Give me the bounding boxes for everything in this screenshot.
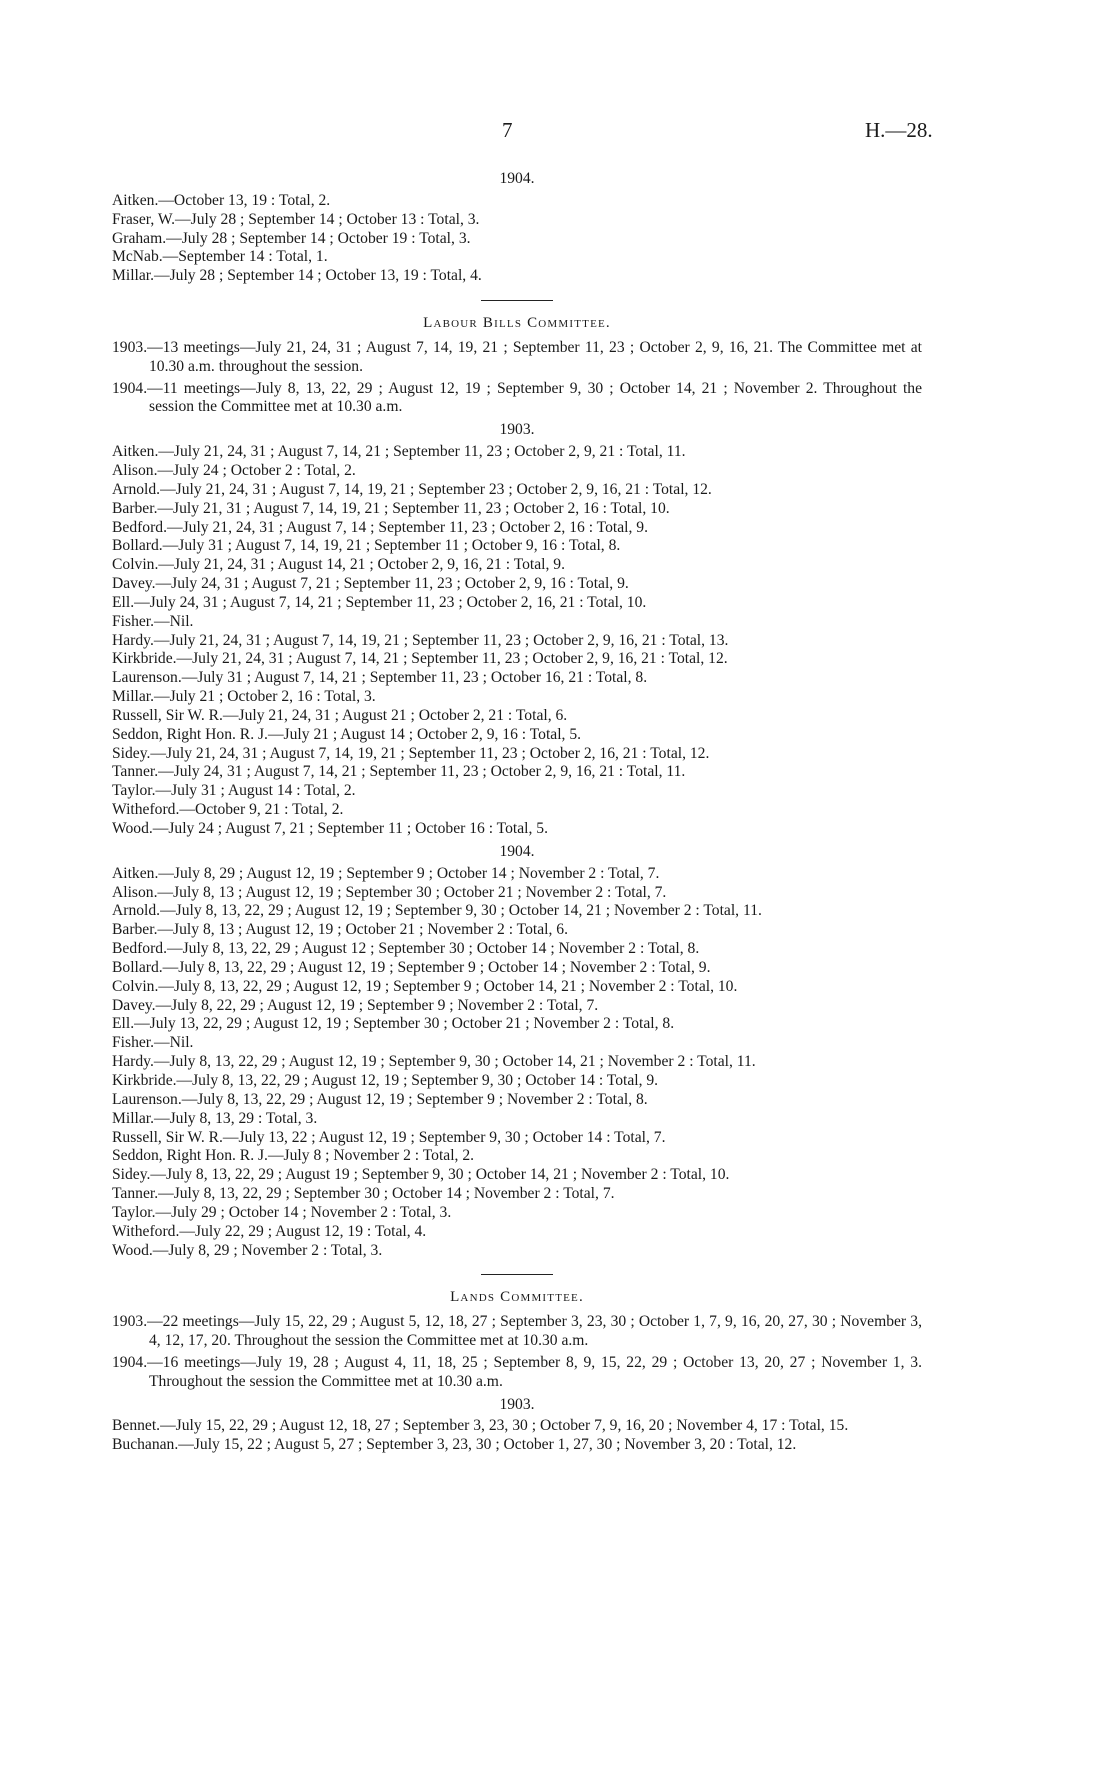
attendance-entry: Bedford.—July 21, 24, 31 ; August 7, 14 ; September 11, 23 ; October 2, 16 : Total, 9.	[112, 518, 648, 536]
attendance-entry: Wood.—July 8, 29 ; November 2 : Total, 3.	[112, 1241, 383, 1259]
attendance-entry: Bollard.—July 31 ; August 7, 14, 19, 21 ; September 11 ; October 9, 16 : Total, 8.	[112, 537, 621, 555]
meetings-summary: 1903.—13 meetings—July 21, 24, 31 ; August 7, 14, 19, 21 ; September 11, 23 ; October 2, 9, 16, 21. The Committee met at 10.30 a.m. throughout the session.	[112, 338, 922, 375]
attendance-entry: Barber.—July 21, 31 ; August 7, 14, 19, 21 ; September 11, 23 ; October 2, 16 : Total, 10.	[112, 499, 670, 517]
attendance-entry: Fisher.—Nil.	[112, 612, 194, 630]
attendance-entry: Sidey.—July 21, 24, 31 ; August 7, 14, 19, 21 ; September 11, 23 ; October 2, 16, 21 : Total, 12.	[112, 744, 710, 762]
attendance-entry: Wood.—July 24 ; August 7, 21 ; September 11 ; October 16 : Total, 5.	[112, 820, 548, 837]
page-reference: H.—28.	[865, 118, 933, 142]
section-title: Lands Committee.	[450, 1289, 584, 1306]
attendance-entry: Fisher.—Nil.	[112, 1034, 194, 1052]
attendance-entry: Seddon, Right Hon. R. J.—July 8 ; November 2 : Total, 2.	[112, 1147, 475, 1165]
attendance-entry: Buchanan.—July 15, 22 ; August 5, 27 ; September 3, 23, 30 ; October 1, 27, 30 ; November 3, 20 : Total, 12.	[112, 1436, 797, 1454]
attendance-entry: Arnold.—July 8, 13, 22, 29 ; August 12, 19 ; September 9, 30 ; October 14, 21 ; November 2 : Total, 11.	[112, 902, 762, 920]
attendance-entry: Aitken.—October 13, 19 : Total, 2.	[112, 191, 331, 209]
attendance-entry: Kirkbride.—July 21, 24, 31 ; August 7, 14, 21 ; September 11, 23 ; October 2, 9, 16, 21 : Total, 12.	[112, 650, 728, 668]
year-heading: 1903.	[499, 1395, 535, 1413]
attendance-entry: Aitken.—July 8, 29 ; August 12, 19 ; September 9 ; October 14 ; November 2 : Total, 7.	[112, 864, 660, 882]
attendance-entry: McNab.—September 14 : Total, 1.	[112, 248, 328, 266]
meetings-summary: 1904.—16 meetings—July 19, 28 ; August 4, 11, 18, 25 ; September 8, 9, 15, 22, 29 ; October 13, 20, 27 ; November 1, 3. Throughout the session the Committee met at 10.30 a.m.	[112, 1353, 922, 1390]
section-divider	[481, 300, 553, 301]
attendance-entry: Colvin.—July 21, 24, 31 ; August 14, 21 ; October 2, 9, 16, 21 : Total, 9.	[112, 556, 566, 574]
meetings-summary: 1903.—22 meetings—July 15, 22, 29 ; August 5, 12, 18, 27 ; September 3, 23, 30 ; October 1, 7, 9, 16, 20, 27, 30 ; November 3, 4, 12, 17, 20. Throughout the session the Committee met at 10.30 a.m.	[112, 1313, 922, 1350]
year-heading: 1903.	[499, 421, 535, 439]
attendance-entry: Taylor.—July 31 ; August 14 : Total, 2.	[112, 782, 356, 800]
attendance-entry: Hardy.—July 21, 24, 31 ; August 7, 14, 19, 21 ; September 11, 23 ; October 2, 9, 16, 21 : Total, 13.	[112, 631, 729, 649]
attendance-list	[112, 865, 922, 1261]
attendance-entry: Colvin.—July 8, 13, 22, 29 ; August 12, 19 ; September 9 ; October 14, 21 ; November 2 : Total, 10.	[112, 977, 738, 995]
attendance-entry: Millar.—July 21 ; October 2, 16 : Total, 3.	[112, 688, 376, 706]
attendance-entry: Millar.—July 8, 13, 29 : Total, 3.	[112, 1109, 318, 1127]
attendance-entry: Hardy.—July 8, 13, 22, 29 ; August 12, 19 ; September 9, 30 ; October 14, 21 ; November 2 : Total, 11.	[112, 1053, 756, 1071]
attendance-entry: Tanner.—July 24, 31 ; August 7, 14, 21 ; September 11, 23 ; October 2, 9, 16, 21 : Total, 11.	[112, 763, 686, 781]
year-heading: 1904.	[499, 842, 535, 860]
attendance-entry: Seddon, Right Hon. R. J.—July 21 ; August 14 ; October 2, 9, 16 : Total, 5.	[112, 725, 582, 743]
attendance-entry: Davey.—July 24, 31 ; August 7, 21 ; September 11, 23 ; October 2, 9, 16 : Total, 9.	[112, 575, 629, 593]
meetings-summary: 1904.—11 meetings—July 8, 13, 22, 29 ; August 12, 19 ; September 9, 30 ; October 14, 21 ; November 2. Throughout the session the Committee met at 10.30 a.m.	[112, 379, 922, 416]
attendance-entry: Millar.—July 28 ; September 14 ; October 13, 19 : Total, 4.	[112, 267, 482, 285]
year-heading: 1904.	[499, 170, 535, 187]
attendance-entry: Graham.—July 28 ; September 14 ; October 19 : Total, 3.	[112, 229, 471, 247]
attendance-entry: Alison.—July 24 ; October 2 : Total, 2.	[112, 461, 356, 479]
attendance-entry: Bennet.—July 15, 22, 29 ; August 12, 18, 27 ; September 3, 23, 30 ; October 7, 9, 16, 20 ; November 4, 17 : Total, 15.	[112, 1417, 849, 1435]
attendance-entry: Laurenson.—July 31 ; August 7, 14, 21 ; September 11, 23 ; October 16, 21 : Total, 8.	[112, 669, 648, 687]
document-body	[112, 166, 922, 1455]
attendance-list	[112, 1417, 922, 1455]
attendance-entry: Sidey.—July 8, 13, 22, 29 ; August 19 ; September 9, 30 ; October 14, 21 ; November 2 : Total, 10.	[112, 1166, 730, 1184]
attendance-entry: Arnold.—July 21, 24, 31 ; August 7, 14, 19, 21 ; September 23 ; October 2, 9, 16, 21 : Total, 12.	[112, 480, 712, 498]
attendance-entry: Aitken.—July 21, 24, 31 ; August 7, 14, 21 ; September 11, 23 ; October 2, 9, 21 : Total, 11.	[112, 443, 686, 461]
attendance-entry: Alison.—July 8, 13 ; August 12, 19 ; September 30 ; October 21 ; November 2 : Total, 7.	[112, 883, 667, 901]
attendance-entry: Witheford.—October 9, 21 : Total, 2.	[112, 801, 344, 819]
attendance-list	[112, 192, 922, 286]
attendance-list	[112, 443, 922, 839]
attendance-entry: Laurenson.—July 8, 13, 22, 29 ; August 12, 19 ; September 9 ; November 2 : Total, 8.	[112, 1090, 648, 1108]
attendance-entry: Russell, Sir W. R.—July 21, 24, 31 ; August 21 ; October 2, 21 : Total, 6.	[112, 706, 568, 724]
attendance-entry: Fraser, W.—July 28 ; September 14 ; October 13 : Total, 3.	[112, 210, 480, 228]
attendance-entry: Bollard.—July 8, 13, 22, 29 ; August 12, 19 ; September 9 ; October 14 ; November 2 : Total, 9.	[112, 958, 711, 976]
attendance-entry: Russell, Sir W. R.—July 13, 22 ; August 12, 19 ; September 9, 30 ; October 14 : Total, 7.	[112, 1128, 666, 1146]
section-divider	[481, 1274, 553, 1275]
attendance-entry: Ell.—July 24, 31 ; August 7, 14, 21 ; September 11, 23 ; October 2, 16, 21 : Total, 10.	[112, 593, 647, 611]
attendance-entry: Davey.—July 8, 22, 29 ; August 12, 19 ; September 9 ; November 2 : Total, 7.	[112, 996, 599, 1014]
attendance-entry: Bedford.—July 8, 13, 22, 29 ; August 12 ; September 30 ; October 14 ; November 2 : Total, 8.	[112, 940, 700, 958]
attendance-entry: Taylor.—July 29 ; October 14 ; November 2 : Total, 3.	[112, 1203, 452, 1221]
attendance-entry: Barber.—July 8, 13 ; August 12, 19 ; October 21 ; November 2 : Total, 6.	[112, 921, 568, 939]
attendance-entry: Tanner.—July 8, 13, 22, 29 ; September 30 ; October 14 ; November 2 : Total, 7.	[112, 1185, 615, 1203]
attendance-entry: Kirkbride.—July 8, 13, 22, 29 ; August 12, 19 ; September 9, 30 ; October 14 : Total, 9.	[112, 1071, 659, 1089]
attendance-entry: Ell.—July 13, 22, 29 ; August 12, 19 ; September 30 ; October 21 ; November 2 : Total, 8.	[112, 1015, 675, 1033]
page-number: 7	[502, 118, 513, 142]
section-title: Labour Bills Committee.	[423, 315, 611, 332]
attendance-entry: Witheford.—July 22, 29 ; August 12, 19 : Total, 4.	[112, 1222, 427, 1240]
